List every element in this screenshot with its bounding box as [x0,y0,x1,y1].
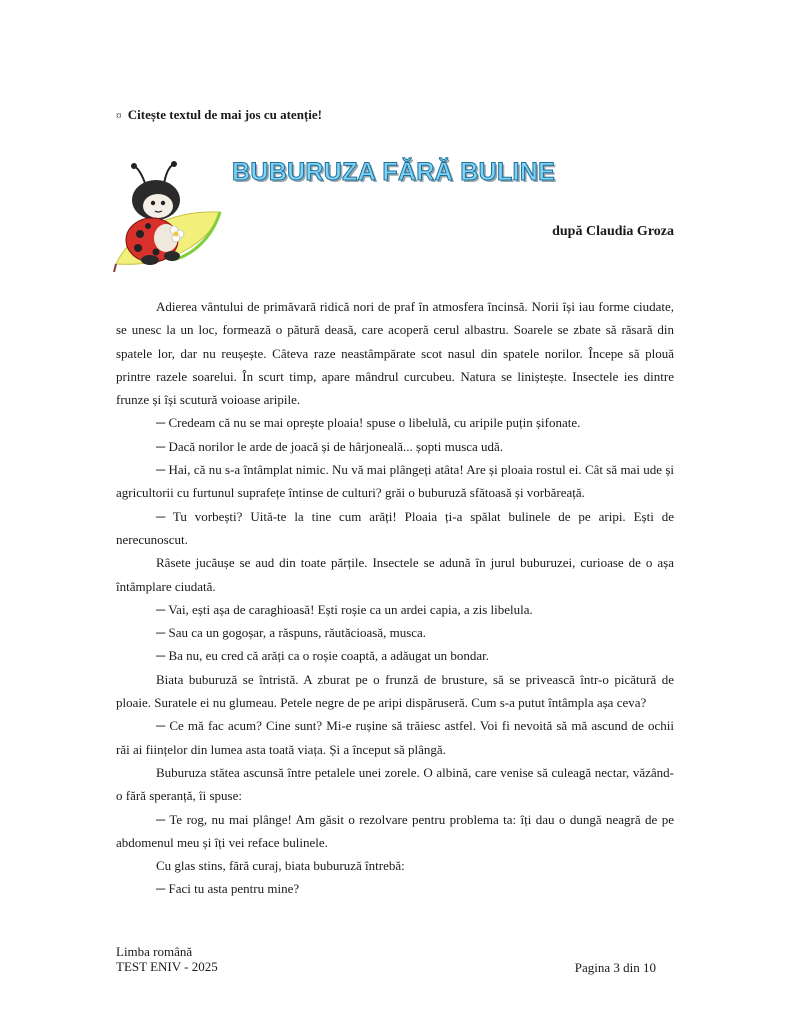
paragraph: ─ Dacă norilor le arde de joacă și de hârjoneală... șopti musca udă. [156,438,504,454]
paragraph: ─ Sau ca un gogoșar, a răspuns, răutăcioasă, musca. [156,625,427,641]
paragraph: ─ Vai, ești așa de caraghioasă! Ești roșie ca un ardei capia, a zis libelula. [156,601,533,617]
bullet-symbol: ¤ [116,110,122,122]
paragraph: Cu glas stins, fără curaj, biata buburuză întrebă: [156,858,405,874]
paragraph: ─ Credeam că nu se mai oprește ploaia! spuse o libelulă, cu aripile puțin șifonate. [156,415,581,431]
paragraph: ─ Ba nu, eu cred că arăți ca o roșie coaptă, a adăugat un bondar. [156,648,489,664]
footer-test: TEST ENIV - 2025 [116,959,218,974]
paragraph: Râsete jucăușe se aud din toate părțile. Insectele se adună în jurul buburuzei, curioase de o așa întâmplare ciudată. [116,555,674,594]
paragraph: ─ Faci tu asta pentru mine? [156,881,300,897]
paragraph: Biata buburuză se întristă. A zburat pe o frunză de brusture, să se privească într-o picătură de ploaie. Suratele ei nu glumeau. Petele negre de pe aripi dispăruseră. Cum s-a putut întâmpla așa ceva? [116,671,674,711]
story-title: BUBURUZA FĂRĂ BULINE [232,158,556,186]
instruction-text: Citește textul de mai jos cu atenție! [127,107,322,122]
ladybug-illustration [112,160,228,276]
paragraph: Buburuza stătea ascunsă între petalele unei zorele. O albină, care venise să culeagă nectar, văzând-o fără speranță, îi spuse: [116,764,674,804]
story-body [116,295,674,901]
footer-left [116,944,218,974]
paragraph: ─ Te rog, nu mai plânge! Am găsit o rezolvare pentru problema ta: îți dau o dungă neagră de pe abdomenul meu și îți vei reface bulinele. [116,811,674,850]
paragraph: ─ Ce mă fac acum? Cine sunt? Mi-e rușine să trăiesc astfel. Voi fi nevoită să mă ascund de ochii răi ai ființelor din lumea asta toată viața. Și a început să plângă. [116,718,674,757]
page-number: Pagina 3 din 10 [574,960,656,975]
paragraph: ─ Hai, că nu s-a întâmplat nimic. Nu vă mai plângeți atâta! Are și ploaia rostul ei. Cât să mai ude și agricultorii cu furtunul suprafețe întinse de culturi? grăi o buburuză sfătoasă și vorbăreață. [116,462,674,501]
paragraph: Adierea vântului de primăvară ridică nori de praf în atmosfera încinsă. Norii își iau forme ciudate, se unesc la un loc, formează o pătură deasă, care acoperă cerul albastru. Soarele se zbate să răsară din spatele lor, dar nu reușește. Câteva raze neastâmpărate scot nasul din spatele norilor. Începe să plouă printre razele soarelui. În scurt timp, apare mândrul curcubeu. Natura se liniștește. Insectele ies dintre frunze și își scutură voioase aripile. [116,299,674,408]
instruction-line [116,107,322,123]
footer-subject: Limba română [116,944,193,959]
story-author: după Claudia Groza [552,224,674,239]
paragraph: ─ Tu vorbești? Uită-te la tine cum arăți! Ploaia ți-a spălat bulinele de pe aripi. Ești de nerecunoscut. [116,508,674,547]
